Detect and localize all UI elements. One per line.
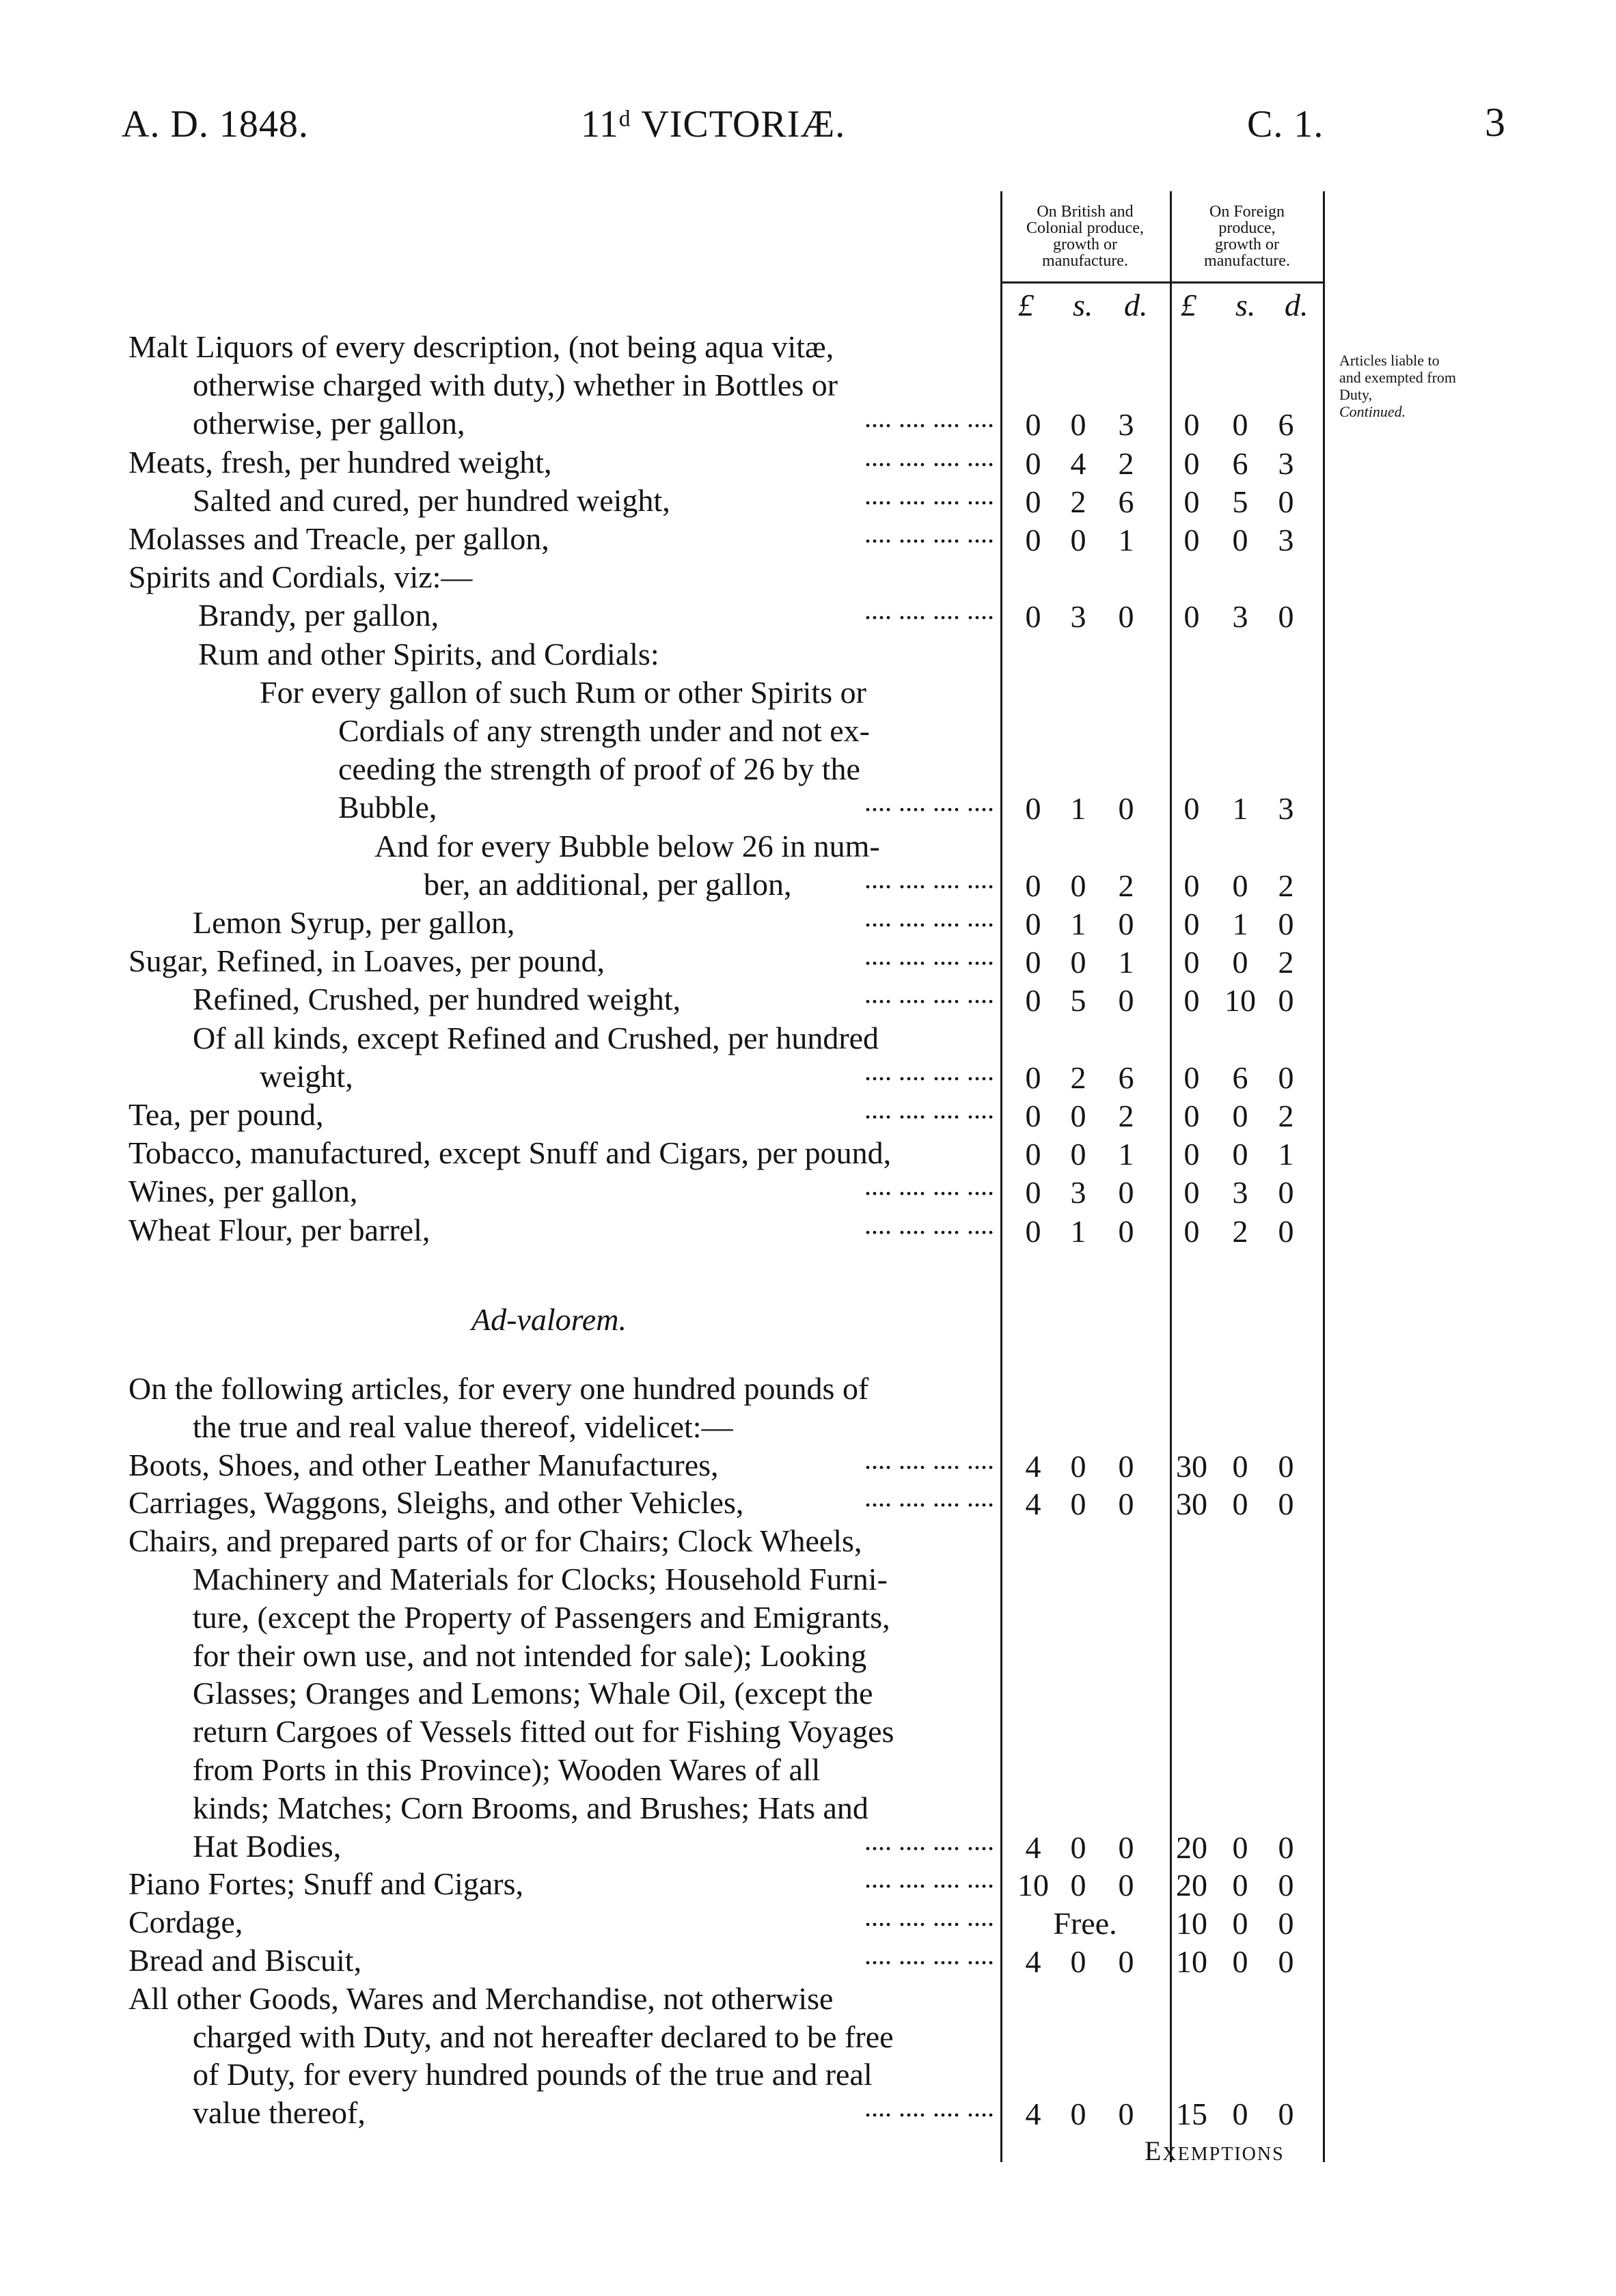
foreign-rate-pence: 0 — [1278, 1175, 1294, 1211]
item-description: Meats, fresh, per hundred weight, — [128, 444, 552, 480]
foreign-rate-pounds: 20 — [1176, 1829, 1207, 1865]
table-row — [0, 1941, 1616, 1981]
item-description: Piano Fortes; Snuff and Cigars, — [128, 1866, 523, 1902]
item-description: Lemon Syrup, per gallon, — [193, 905, 515, 940]
table-row — [0, 904, 1616, 943]
foreign-rate-pounds: 0 — [1183, 523, 1200, 557]
foreign-rate-shillings: 0 — [1232, 1137, 1248, 1172]
leader-dots: .... .... .... .... — [864, 594, 994, 626]
item-description: ber, an additional, per gallon, — [424, 866, 792, 902]
british-rate-pounds: 10 — [1017, 1868, 1049, 1903]
table-row — [0, 863, 1616, 905]
foreign-pence-unit: d. — [1285, 288, 1309, 322]
british-rate-pence: 0 — [1118, 1213, 1134, 1249]
british-rate-free: Free. — [1053, 1906, 1117, 1941]
foreign-rate-pounds: 0 — [1183, 484, 1200, 519]
leader-dots: .... .... .... .... — [864, 902, 994, 932]
foreign-rate-shillings: 0 — [1232, 1829, 1248, 1865]
british-rate-pence: 1 — [1118, 945, 1134, 980]
british-rate-pounds: 0 — [1025, 1098, 1041, 1133]
year-header: A. D. 1848. — [122, 103, 309, 146]
british-rate-pounds: 4 — [1025, 1829, 1041, 1865]
british-rate-pounds: 4 — [1025, 2097, 1041, 2132]
british-rate-pence: 0 — [1118, 1944, 1134, 1979]
table-row — [0, 1443, 1616, 1486]
item-description: Cordials of any strength under and not ex- — [338, 713, 870, 748]
item-description: Salted and cured, per hundred weight, — [193, 482, 670, 518]
british-rate-pence: 0 — [1118, 2097, 1134, 2132]
british-rate-shillings: 3 — [1070, 599, 1086, 635]
item-description: of Duty, for every hundred pounds of the true and real — [193, 2057, 873, 2092]
foreign-rate-pounds: 0 — [1183, 407, 1200, 443]
foreign-rate-pounds: 0 — [1183, 907, 1200, 941]
british-rate-shillings: 5 — [1070, 983, 1086, 1019]
item-description: kinds; Matches; Corn Brooms, and Brushes; Hats and — [193, 1790, 868, 1825]
british-shillings-unit: s. — [1073, 288, 1093, 322]
british-rate-pounds: 0 — [1025, 484, 1041, 519]
british-rate-pounds: 0 — [1025, 791, 1041, 827]
table-row — [0, 1827, 1616, 1867]
british-rate-pence: 6 — [1118, 1060, 1134, 1095]
foreign-rate-pounds: 0 — [1183, 791, 1200, 827]
item-description: And for every Bubble below 26 in num- — [374, 828, 880, 863]
foreign-rate-pence: 0 — [1278, 1213, 1294, 1249]
foreign-rate-shillings: 3 — [1232, 599, 1248, 635]
item-description: from Ports in this Province); Wooden Wares of all — [193, 1752, 821, 1787]
foreign-rate-pence: 2 — [1278, 868, 1294, 903]
table-row — [0, 1980, 1616, 2019]
leader-dots: .... .... .... .... — [864, 978, 994, 1010]
table-row — [0, 1172, 1616, 1212]
british-rate-shillings: 0 — [1070, 1448, 1086, 1484]
foreign-rate-pounds: 30 — [1176, 1448, 1207, 1484]
section-title: Ad-valorem. — [471, 1302, 627, 1337]
british-rate-pounds: 0 — [1025, 523, 1041, 557]
british-rate-pounds: 4 — [1025, 1944, 1041, 1979]
british-pence-unit: d. — [1124, 288, 1148, 322]
british-rate-pounds: 0 — [1025, 407, 1041, 443]
item-description: weight, — [260, 1058, 353, 1094]
item-description: charged with Duty, and not hereafter declared to be free — [193, 2019, 894, 2054]
foreign-rate-shillings: 0 — [1232, 945, 1248, 980]
table-row — [0, 328, 1616, 368]
foreign-rate-shillings: 0 — [1232, 868, 1248, 903]
item-description: Brandy, per gallon, — [198, 598, 439, 633]
leader-dots: .... .... .... .... — [864, 1939, 994, 1970]
item-description: for their own use, and not intended for sale); Looking — [193, 1637, 867, 1673]
table-row — [0, 980, 1616, 1020]
table-row — [0, 2018, 1616, 2058]
table-row — [0, 1713, 1616, 1752]
british-rate-pounds: 0 — [1025, 868, 1041, 903]
item-description: All other Goods, Wares and Merchandise, not otherwise — [128, 1980, 834, 2016]
table-row — [0, 479, 1616, 521]
foreign-rate-shillings: 0 — [1232, 2097, 1248, 2132]
table-row — [0, 827, 1616, 867]
item-description: value thereof, — [193, 2095, 366, 2131]
foreign-rate-shillings: 0 — [1232, 1448, 1248, 1484]
foreign-shillings-unit: s. — [1235, 288, 1256, 322]
british-rate-pence: 2 — [1118, 868, 1134, 903]
british-rate-shillings: 0 — [1070, 945, 1086, 980]
item-description: Refined, Crushed, per hundred weight, — [193, 982, 681, 1017]
item-description: the true and real value thereof, videlicet:— — [193, 1409, 733, 1444]
leader-dots: .... .... .... .... — [864, 940, 994, 971]
item-description: Of all kinds, except Refined and Crushed, per hundred — [193, 1020, 879, 1055]
british-rate-pence: 0 — [1118, 1448, 1134, 1484]
foreign-rate-pence: 0 — [1278, 599, 1294, 635]
foreign-rate-shillings: 0 — [1232, 1906, 1248, 1941]
foreign-rate-pounds: 0 — [1183, 868, 1200, 903]
british-rate-pence: 3 — [1118, 407, 1134, 443]
foreign-rate-pence: 2 — [1278, 945, 1294, 980]
header-underline — [1000, 281, 1324, 283]
british-rate-pounds: 0 — [1025, 1175, 1041, 1211]
british-rate-pence: 0 — [1118, 1175, 1134, 1211]
british-rate-pounds: 0 — [1025, 599, 1041, 635]
table-row — [0, 942, 1616, 982]
british-rate-pence: 6 — [1118, 484, 1134, 519]
foreign-rate-pence: 0 — [1278, 2097, 1294, 2132]
foreign-rate-shillings: 0 — [1232, 523, 1248, 557]
table-row — [0, 2094, 1616, 2133]
foreign-rate-pounds: 0 — [1183, 1175, 1200, 1211]
item-description: Sugar, Refined, in Loaves, per pound, — [128, 943, 605, 979]
table-row — [0, 366, 1616, 406]
item-description: Bread and Biscuit, — [128, 1943, 362, 1978]
reign-header: 11ᵈ VICTORIÆ. — [581, 103, 846, 146]
table-row — [0, 1408, 1616, 1448]
table-row — [0, 1522, 1616, 1562]
foreign-rate-pounds: 0 — [1183, 945, 1200, 980]
foreign-rate-pence: 0 — [1278, 1944, 1294, 1979]
leader-dots: .... .... .... .... — [864, 479, 994, 510]
foreign-rate-pounds: 0 — [1183, 1137, 1200, 1172]
leader-dots: .... .... .... .... — [864, 1170, 994, 1202]
item-description: Wines, per gallon, — [128, 1174, 358, 1209]
item-description: Rum and other Spirits, and Cordials: — [198, 636, 659, 672]
british-rate-pence: 1 — [1118, 523, 1134, 557]
foreign-rate-shillings: 0 — [1232, 1868, 1248, 1903]
british-rate-pounds: 0 — [1025, 907, 1041, 941]
british-rate-shillings: 0 — [1070, 1098, 1086, 1133]
leader-dots: .... .... .... .... — [864, 1901, 994, 1933]
item-description: On the following articles, for every one hundred pounds of — [128, 1371, 869, 1406]
foreign-rate-pounds: 20 — [1176, 1868, 1207, 1903]
foreign-rate-shillings: 6 — [1232, 445, 1248, 481]
foreign-rate-pounds: 10 — [1176, 1906, 1207, 1941]
foreign-rate-pence: 3 — [1278, 445, 1294, 481]
british-rate-pence: 2 — [1118, 445, 1134, 481]
table-row — [0, 443, 1616, 483]
british-rate-shillings: 0 — [1070, 523, 1086, 557]
leader-dots: .... .... .... .... — [864, 1825, 994, 1856]
british-rate-shillings: 1 — [1070, 1213, 1086, 1249]
british-rate-shillings: 0 — [1070, 1868, 1086, 1903]
table-row — [0, 404, 1616, 444]
british-rate-pence: 0 — [1118, 599, 1134, 635]
british-rate-pounds: 0 — [1025, 1213, 1041, 1249]
foreign-rate-pence: 0 — [1278, 1486, 1294, 1522]
table-row — [0, 1370, 1616, 1409]
british-rate-pence: 0 — [1118, 983, 1134, 1019]
british-rate-shillings: 1 — [1070, 791, 1086, 827]
foreign-rate-pence: 2 — [1278, 1098, 1294, 1133]
item-description: Boots, Shoes, and other Leather Manufactures, — [128, 1447, 719, 1482]
british-rate-pounds: 0 — [1025, 983, 1041, 1019]
item-description: Carriages, Waggons, Sleighs, and other Vehicles, — [128, 1485, 744, 1521]
british-rate-pence: 2 — [1118, 1098, 1134, 1133]
foreign-rate-pence: 0 — [1278, 1868, 1294, 1903]
item-description: otherwise charged with duty,) whether in Bottles or — [193, 368, 838, 403]
table-row — [0, 1560, 1616, 1600]
british-rate-pence: 1 — [1118, 1137, 1134, 1172]
item-description: Molasses and Treacle, per gallon, — [128, 521, 549, 556]
item-description: Chairs, and prepared parts of or for Chairs; Clock Wheels, — [128, 1523, 862, 1559]
british-rate-pence: 0 — [1118, 1829, 1134, 1865]
table-row — [0, 674, 1616, 713]
foreign-rate-shillings: 2 — [1232, 1213, 1248, 1249]
leader-dots: .... .... .... .... — [864, 1443, 994, 1475]
item-description: Hat Bodies, — [193, 1828, 342, 1864]
british-rate-shillings: 0 — [1070, 1944, 1086, 1979]
british-rate-pounds: 4 — [1025, 1448, 1041, 1484]
british-column-heading: On British and Colonial produce, growth or manufacture. — [1026, 203, 1144, 270]
item-description: Cordage, — [128, 1905, 243, 1940]
table-row — [0, 1599, 1616, 1638]
chapter-header: C. 1. — [1247, 103, 1324, 146]
leader-dots: .... .... .... .... — [864, 441, 994, 472]
foreign-rate-shillings: 3 — [1232, 1175, 1248, 1211]
foreign-rate-shillings: 0 — [1232, 407, 1248, 443]
foreign-rate-pence: 0 — [1278, 1448, 1294, 1484]
table-row — [0, 558, 1616, 598]
foreign-rate-shillings: 1 — [1232, 907, 1248, 941]
table-row — [0, 1903, 1616, 1943]
foreign-rate-pounds: 30 — [1176, 1486, 1207, 1522]
item-description: ceeding the strength of proof of 26 by the — [338, 751, 860, 787]
table-row — [0, 1208, 1616, 1251]
british-rate-shillings: 1 — [1070, 907, 1086, 941]
item-description: Spirits and Cordials, viz:— — [128, 559, 473, 595]
foreign-rate-pounds: 0 — [1183, 983, 1200, 1019]
foreign-rate-shillings: 0 — [1232, 1486, 1248, 1522]
british-rate-pence: 0 — [1118, 1486, 1134, 1522]
british-rate-pounds: 0 — [1025, 445, 1041, 481]
foreign-rate-shillings: 1 — [1232, 791, 1248, 827]
british-rate-shillings: 2 — [1070, 484, 1086, 519]
british-rate-pence: 0 — [1118, 1868, 1134, 1903]
foreign-rate-pence: 3 — [1278, 791, 1294, 827]
leader-dots: .... .... .... .... — [864, 1482, 994, 1513]
item-description: For every gallon of such Rum or other Spirits or — [260, 674, 866, 710]
margin-note: Articles liable to and exempted from Duty, Continued. — [1339, 352, 1457, 420]
british-rate-pence: 0 — [1118, 791, 1134, 827]
page-number: 3 — [1485, 100, 1505, 145]
british-rate-shillings: 2 — [1070, 1060, 1086, 1095]
foreign-rate-pence: 0 — [1278, 1906, 1294, 1941]
table-row — [0, 1637, 1616, 1676]
foreign-rate-pounds: 0 — [1183, 599, 1200, 635]
table-row — [0, 1751, 1616, 1790]
foreign-rate-shillings: 10 — [1224, 983, 1256, 1019]
table-row — [0, 1057, 1616, 1097]
item-description: ture, (except the Property of Passengers and Emigrants, — [193, 1599, 890, 1635]
leader-dots: .... .... .... .... — [864, 1055, 994, 1086]
table-row — [0, 596, 1616, 636]
leader-dots: .... .... .... .... — [864, 518, 994, 549]
foreign-rate-pounds: 0 — [1183, 1213, 1200, 1249]
british-rate-shillings: 0 — [1070, 1829, 1086, 1865]
leader-dots: .... .... .... .... — [864, 2092, 994, 2123]
british-rate-shillings: 0 — [1070, 2097, 1086, 2132]
british-rate-shillings: 0 — [1070, 1486, 1086, 1522]
table-row — [0, 1134, 1616, 1174]
british-rate-shillings: 0 — [1070, 407, 1086, 443]
foreign-pounds-unit: £ — [1181, 288, 1196, 322]
british-rate-shillings: 0 — [1070, 868, 1086, 903]
british-rate-pounds: 0 — [1025, 1137, 1041, 1172]
foreign-rate-shillings: 0 — [1232, 1098, 1248, 1133]
leader-dots: .... .... .... .... — [864, 1208, 994, 1240]
british-rate-pounds: 0 — [1025, 1060, 1041, 1095]
foreign-rate-pence: 0 — [1278, 907, 1294, 941]
foreign-rate-pence: 0 — [1278, 1829, 1294, 1865]
table-row — [0, 1674, 1616, 1714]
foreign-rate-pence: 3 — [1278, 523, 1294, 557]
foreign-rate-pence: 0 — [1278, 484, 1294, 519]
leader-dots: .... .... .... .... — [864, 402, 994, 434]
table-row — [0, 635, 1616, 675]
british-rate-pounds: 4 — [1025, 1486, 1041, 1522]
table-row — [0, 1789, 1616, 1829]
foreign-rate-pence: 1 — [1278, 1137, 1294, 1172]
leader-dots: .... .... .... .... — [864, 1863, 994, 1894]
foreign-rate-pounds: 0 — [1183, 1060, 1200, 1095]
foreign-rate-pence: 6 — [1278, 407, 1294, 443]
table-row — [0, 2056, 1616, 2095]
foreign-rate-shillings: 6 — [1232, 1060, 1248, 1095]
item-description: Glasses; Oranges and Lemons; Whale Oil, (except the — [193, 1676, 873, 1711]
british-pounds-unit: £ — [1018, 288, 1034, 322]
british-rate-shillings: 0 — [1070, 1137, 1086, 1172]
table-row — [0, 1484, 1616, 1523]
british-rate-pounds: 0 — [1025, 945, 1041, 980]
foreign-rate-shillings: 0 — [1232, 1944, 1248, 1979]
item-description: Wheat Flour, per barrel, — [128, 1212, 430, 1247]
item-description: Machinery and Materials for Clocks; Household Furni- — [193, 1562, 888, 1596]
item-description: return Cargoes of Vessels fitted out for Fishing Voyages — [193, 1714, 894, 1749]
item-description: Tobacco, manufactured, except Snuff and Cigars, per pound, — [128, 1135, 892, 1171]
foreign-rate-pounds: 0 — [1183, 1098, 1200, 1133]
foreign-column-heading: On Foreign produce, growth or manufacture. — [1204, 203, 1290, 270]
british-rate-shillings: 3 — [1070, 1175, 1086, 1211]
table-row — [0, 1096, 1616, 1135]
item-description: Malt Liquors of every description, (not being aqua vitæ, — [128, 329, 834, 364]
british-rate-shillings: 4 — [1070, 445, 1086, 481]
foreign-rate-pounds: 10 — [1176, 1944, 1207, 1979]
table-row — [0, 788, 1616, 828]
british-rate-pence: 0 — [1118, 907, 1134, 941]
leader-dots: .... .... .... .... — [864, 863, 994, 894]
foreign-rate-pence: 0 — [1278, 1060, 1294, 1095]
foreign-rate-pounds: 15 — [1176, 2097, 1207, 2132]
item-description: Bubble, — [338, 790, 437, 825]
table-row — [0, 1865, 1616, 1905]
table-row — [0, 712, 1616, 751]
foreign-rate-pence: 0 — [1278, 983, 1294, 1019]
item-description: otherwise, per gallon, — [193, 406, 465, 441]
catchword: Exemptions — [1145, 2135, 1285, 2166]
item-description: Tea, per pound, — [128, 1097, 324, 1132]
table-row — [0, 750, 1616, 790]
table-row — [0, 520, 1616, 559]
leader-dots: .... .... .... .... — [864, 1094, 994, 1124]
foreign-rate-pounds: 0 — [1183, 445, 1200, 481]
table-row — [0, 1019, 1616, 1059]
leader-dots: .... .... .... .... — [864, 786, 994, 818]
foreign-rate-shillings: 5 — [1232, 484, 1248, 519]
